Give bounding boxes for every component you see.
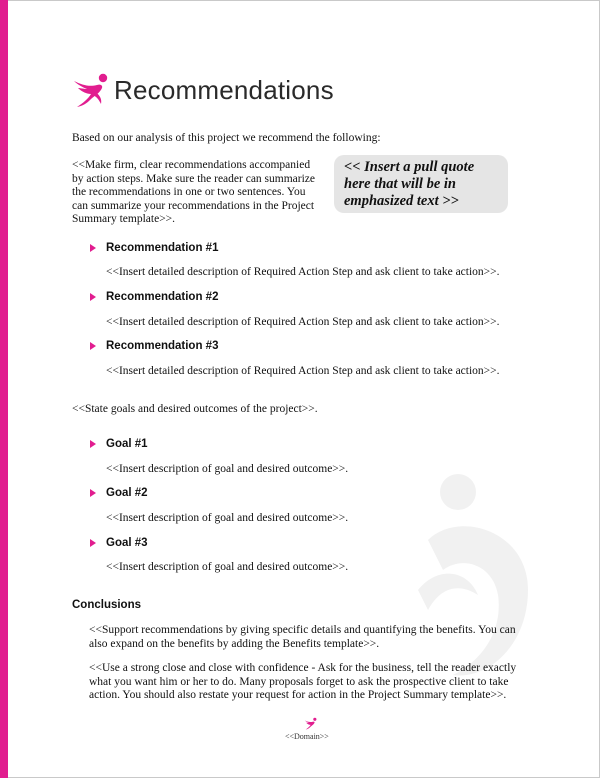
page-title: Recommendations — [114, 74, 334, 105]
bullet-arrow-icon — [90, 440, 96, 448]
goal-1-title — [90, 438, 148, 450]
recommendation-1-title — [90, 242, 218, 254]
footer-logo-icon — [304, 717, 318, 730]
recommendation-3-title — [90, 340, 218, 352]
dancer-logo-icon — [72, 72, 112, 108]
goal-3-description: <<Insert description of goal and desired outcome>>. — [106, 561, 349, 573]
bullet-arrow-icon — [90, 342, 96, 350]
goal-2-description: <<Insert description of goal and desired outcome>>. — [106, 512, 349, 524]
conclusions-heading: Conclusions — [72, 599, 142, 611]
left-accent-bar — [0, 0, 8, 778]
bullet-arrow-icon — [90, 293, 96, 301]
recommendation-3-description: <<Insert detailed description of Required Action Step and ask client to take action>>. — [106, 365, 500, 377]
goal-1-description: <<Insert description of goal and desired outcome>>. — [106, 463, 349, 475]
header — [72, 70, 334, 110]
pull-quote-text: << Insert a pull quote here that will be in emphasized text >> — [344, 159, 475, 209]
conclusion-paragraph-1: <<Support recommendations by giving specific details and quantifying the benefits. You can also expand on the benefits by adding the Benefits template>>. — [89, 624, 516, 650]
intro-text: Based on our analysis of this project we recommend the following: — [72, 132, 381, 144]
bullet-arrow-icon — [90, 244, 96, 252]
goals-intro: <<State goals and desired outcomes of the project>>. — [72, 403, 318, 415]
footer-domain: <<Domain>> — [285, 732, 329, 741]
goal-3-title-text: Goal #3 — [106, 537, 148, 549]
recommendation-2-title — [90, 291, 218, 303]
goal-2-title — [90, 487, 148, 499]
bullet-arrow-icon — [90, 489, 96, 497]
recommendation-2-title-text: Recommendation #2 — [106, 291, 219, 303]
recommendation-1-description: <<Insert detailed description of Required Action Step and ask client to take action>>. — [106, 266, 500, 278]
conclusion-paragraph-2: <<Use a strong close and close with confidence - Ask for the business, tell the reader exactly what you want him or her to do. Many proposals forget to ask the prospective client to take action. You should also restate your request for action in the Project Summary template>>. — [89, 662, 517, 701]
recommendation-paragraph: <<Make firm, clear recommendations accompanied by action steps. Make sure the reader can summarize the recommendations in one or two sentences. You can summarize your recommendations in the Project Summary template>>. — [72, 159, 315, 225]
recommendation-3-title-text: Recommendation #3 — [106, 340, 219, 352]
recommendation-1-title-text: Recommendation #1 — [106, 242, 219, 254]
bullet-arrow-icon — [90, 539, 96, 547]
pull-quote-box — [334, 155, 508, 213]
goal-1-title-text: Goal #1 — [106, 438, 148, 450]
goal-2-title-text: Goal #2 — [106, 487, 148, 499]
goal-3-title — [90, 537, 148, 549]
recommendation-2-description: <<Insert detailed description of Required Action Step and ask client to take action>>. — [106, 316, 500, 328]
